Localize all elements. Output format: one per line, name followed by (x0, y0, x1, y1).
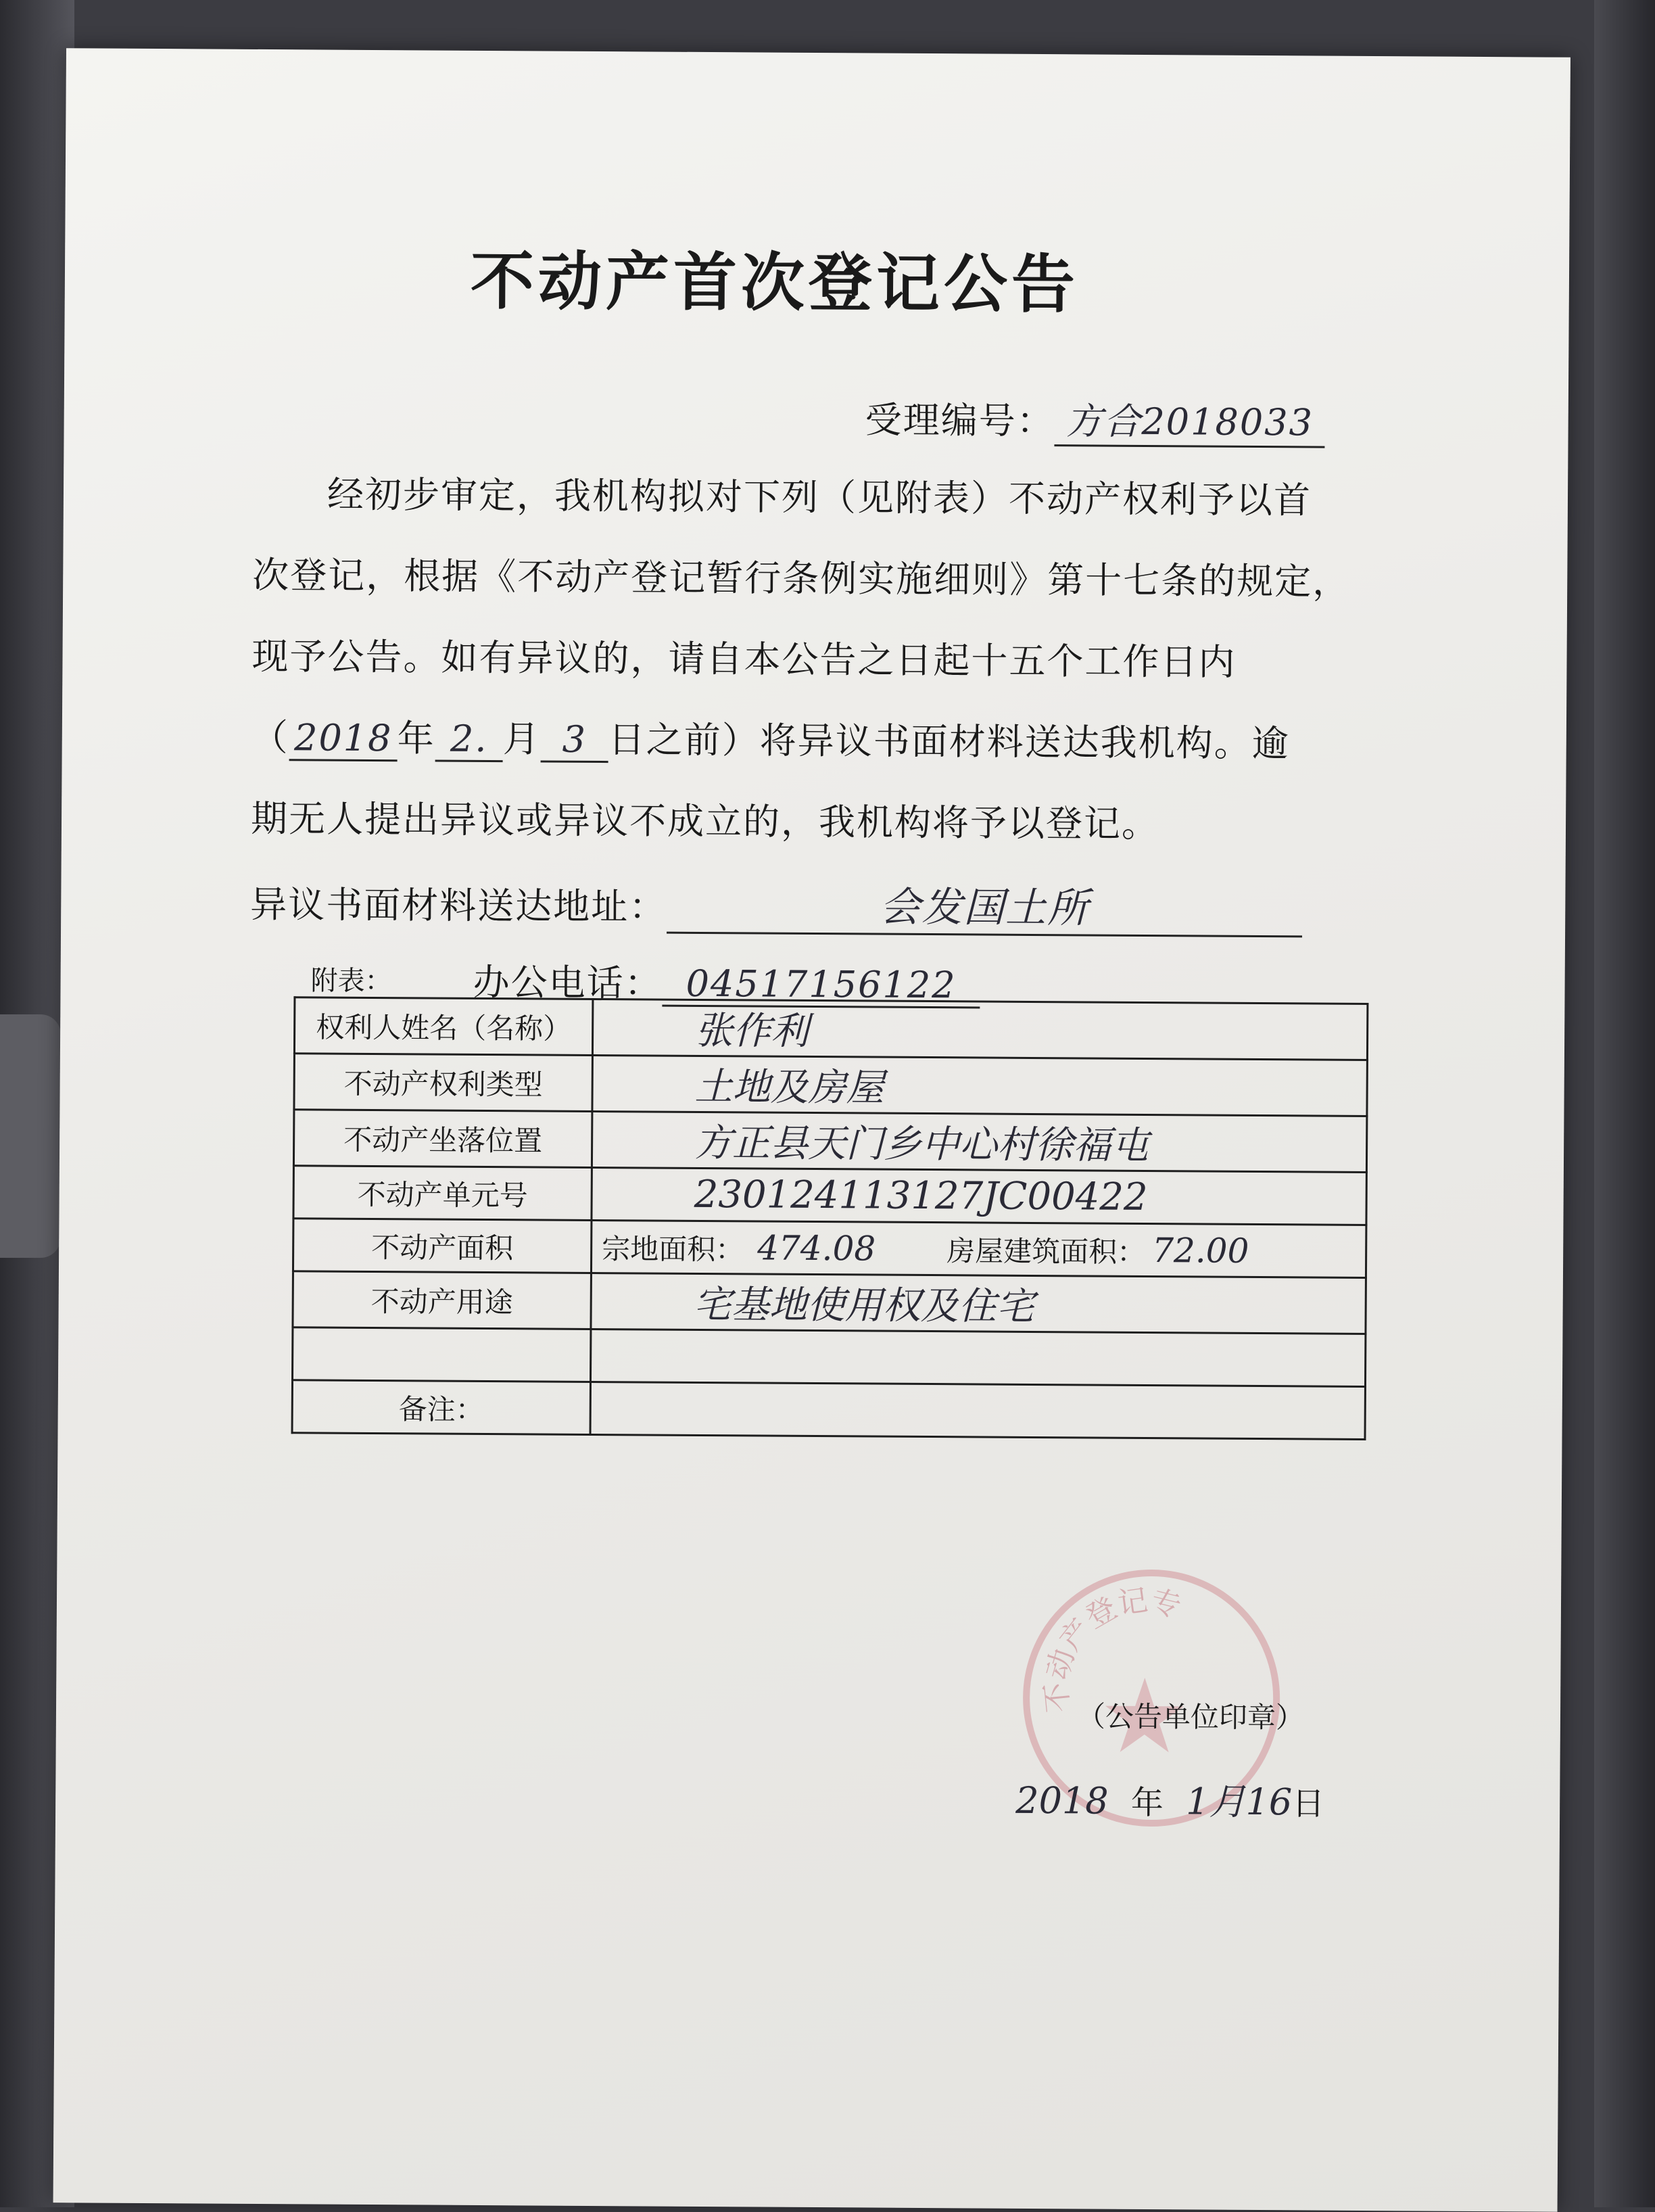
document-page (53, 48, 1570, 2212)
objection-address (250, 871, 1303, 938)
row-value: 土地及房屋 (592, 1055, 1367, 1116)
phone-label: 办公电话： (473, 960, 663, 1005)
body-line-2: 次登记，根据《不动产登记暂行条例实施细则》第十七条的规定， (252, 553, 1351, 603)
body-line-3: 现予公告。如有异议的，请自本公告之日起十五个工作日内 (251, 634, 1237, 684)
phone-value: 04517156122 (662, 962, 980, 1009)
date-month-day: 1月16 (1186, 1780, 1293, 1824)
body-line-1: 经初步审定，我机构拟对下列（见附表）不动产权利予以首 (327, 473, 1312, 522)
row-label: 不动产单元号 (293, 1166, 592, 1221)
table-row (293, 1271, 1366, 1334)
annex-label: 附表： (310, 965, 392, 997)
acceptance-label: 受理编号： (865, 398, 1055, 443)
row-label: 不动产坐落位置 (293, 1110, 592, 1168)
row-label: 权利人姓名（名称） (294, 997, 592, 1056)
year-char: 年 (397, 717, 435, 760)
acceptance-value: 方合2018033 (1054, 392, 1324, 448)
date-day-char: 日 (1292, 1785, 1325, 1823)
table-row (292, 1327, 1365, 1387)
background-right (1594, 0, 1655, 2207)
acceptance-number (865, 391, 1324, 448)
body-line-4 (251, 709, 1290, 767)
row-label (292, 1327, 590, 1382)
row-label: 不动产用途 (293, 1271, 591, 1329)
deadline-month: 2. (435, 717, 503, 763)
row-value: 方正县天门乡中心村徐福屯 (592, 1111, 1366, 1172)
remarks-value (590, 1382, 1365, 1439)
body-line-4-rest: 日之前）将异议书面材料送达我机构。逾 (608, 718, 1290, 766)
address-value: 会发国土所 (667, 874, 1303, 938)
building-area-label: 房屋建筑面积： (946, 1233, 1146, 1269)
row-label: 不动产权利类型 (294, 1054, 592, 1112)
body-line-5: 期无人提出异议或异议不成立的，我机构将予以登记。 (250, 797, 1160, 846)
area-cell (591, 1220, 1366, 1277)
seal-text: 不动产登记专 (1038, 1582, 1185, 1714)
row-label: 不动产面积 (293, 1219, 591, 1273)
document-title: 不动产首次登记公告 (470, 244, 1080, 323)
date-year: 2018 (1015, 1779, 1109, 1822)
deadline-year: 2018 (289, 716, 398, 761)
table-row (294, 1054, 1367, 1116)
annex-table (291, 996, 1369, 1440)
deadline-day: 3 (541, 718, 608, 763)
table-row (293, 1166, 1366, 1225)
row-value: 宅基地使用权及住宅 (591, 1273, 1366, 1334)
paren-open: （ (251, 715, 289, 759)
row-value (590, 1329, 1365, 1386)
background-tab (0, 1014, 61, 1258)
table-row (293, 1110, 1366, 1173)
row-value: 张作利 (592, 999, 1367, 1060)
table-row (294, 997, 1367, 1060)
remarks-label: 备注： (292, 1380, 590, 1435)
building-area-value: 72.00 (1152, 1230, 1249, 1271)
land-area-value: 474.08 (757, 1227, 876, 1269)
notice-date (1015, 1772, 1325, 1826)
table-row (293, 1219, 1366, 1278)
seal-note: （公告单位印章） (1076, 1699, 1305, 1735)
row-value: 230124113127JC00422 (592, 1167, 1366, 1225)
table-row (292, 1380, 1365, 1440)
month-char: 月 (502, 717, 541, 761)
land-area-label: 宗地面积： (602, 1231, 744, 1266)
date-year-char: 年 (1130, 1783, 1164, 1822)
address-label: 异议书面材料送达地址： (250, 883, 667, 928)
